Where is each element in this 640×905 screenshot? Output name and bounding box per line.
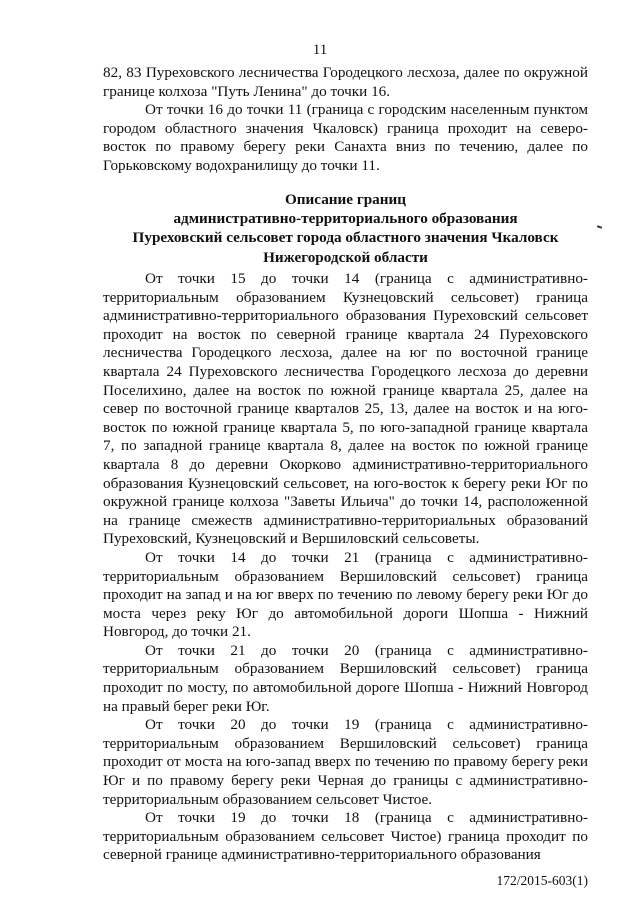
boundary-paragraph: От точки 14 до точки 21 (граница с административно-территориальным образованием Вершиловский сельсовет) граница проходит на запад и на юг вверх по течению по левому берегу реки Юг до моста через реку Юг до автомобильной дороги Шопша - Нижний Новгород, до точки 21. (103, 548, 588, 641)
intro-block (103, 64, 588, 176)
heading-line-2: административно-территориального образования (173, 210, 518, 228)
heading-line-4: Нижегородской области (263, 248, 428, 266)
boundary-paragraph: От точки 15 до точки 14 (граница с административно-территориальным образованием Кузнецовский сельсовет) граница административно-территориального образования Пуреховский сельсовет проходит на восток по северной границе квартала 24 Пуреховского лесничества Городецкого лесхоза, далее на юг по восточной границе квартала 24 Пуреховского лесничества Городецкого лесхоза до деревни Поселихино, далее на восток по южной границе квартала 25, далее на север по восточной границе кварталов 25, 13, далее на восток и на юго-восток по южной границе квартала 5, по юго-западной границе квартала 7, по западной границе квартала 8, далее на восток по южной границе квартала 8 до деревни Окорково административно-территориального образования Кузнецовский сельсовет, на юго-восток к берегу реки Юг по окружной границе колхоза "Заветы Ильича" до точки 14, расположенной на границе смежеств административно-территориальных образований Пуреховский, Кузнецовский и Вершиловский сельсоветы. (103, 270, 588, 548)
boundary-description (103, 270, 588, 865)
boundary-paragraph: От точки 21 до точки 20 (граница с административно-территориальным образованием Вершиловский сельсовет) граница проходит по мосту, по автомобильной дороге Шопша - Нижний Новгород на правый берег реки Юг. (103, 641, 588, 715)
heading-line-1: Описание границ (284, 191, 407, 208)
scan-mark (597, 225, 602, 229)
intro-paragraph: От точки 16 до точки 11 (граница с городским населенным пунктом городом областного значения Чкаловск) граница проходит на северо-восток по правому берегу реки Санахта вниз по течению, далее по Горьковскому водохранилищу до точки 11. (103, 101, 588, 174)
boundary-paragraph: От точки 20 до точки 19 (граница с административно-территориальным образованием Вершиловский сельсовет) граница проходит от моста на юго-запад вверх по течению по правому берегу реки Юг и по правому берегу реки Черная до границы с административно-территориальным образованием сельсовет Чистое. (103, 716, 588, 808)
heading-line-3: Пуреховский сельсовет города областного значения Чкаловск (132, 229, 559, 247)
document-code: 172/2015-603(1) (496, 873, 588, 888)
intro-paragraph-continued: 82, 83 Пуреховского лесничества Городецкого лесхоза, далее по окружной границе колхоза "Путь Ленина" до точки 16. (103, 64, 588, 100)
boundary-paragraph: От точки 19 до точки 18 (граница с административно-территориальным образованием сельсовет Чистое) граница проходит по северной границе административно-территориального образования (103, 809, 588, 864)
page-number: 11 (312, 41, 328, 58)
section-heading (103, 190, 588, 267)
